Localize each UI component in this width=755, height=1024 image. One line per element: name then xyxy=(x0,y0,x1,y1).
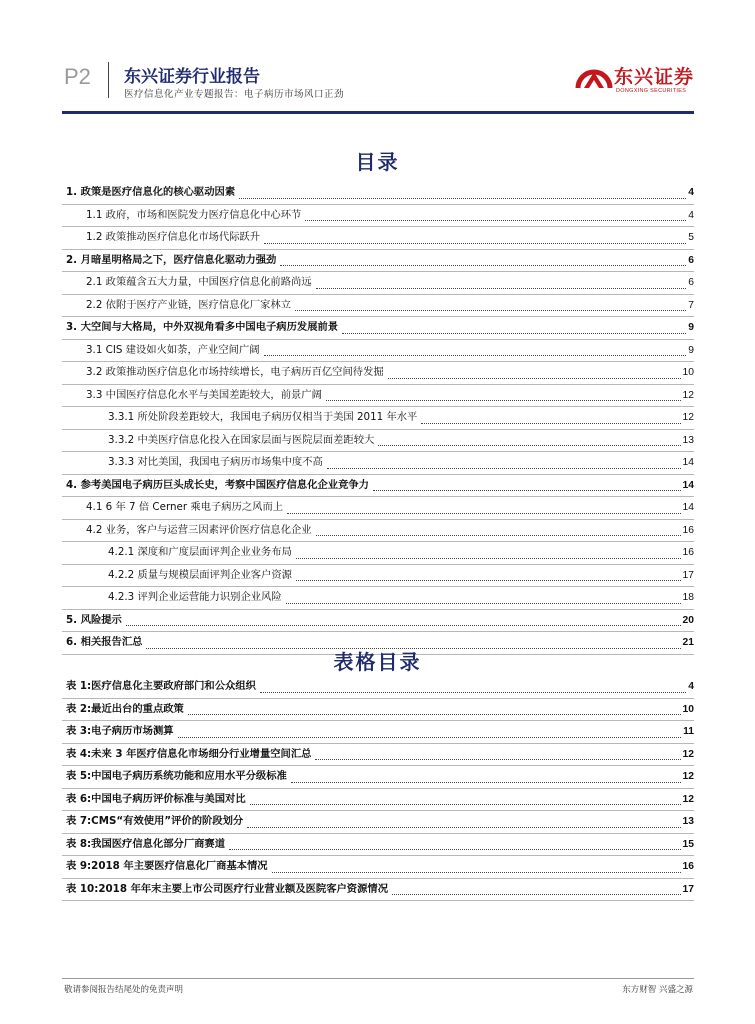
dot-leader xyxy=(286,603,681,604)
toc-entry-title: 4. 参考美国电子病历巨头成长史，考察中国医疗信息化企业竞争力 xyxy=(66,475,371,497)
toc-entry-title: 4.2.1 深度和广度层面评判企业业务布局 xyxy=(108,542,294,564)
toc-entry-title: 6. 相关报告汇总 xyxy=(66,632,144,654)
list-of-tables xyxy=(62,676,694,901)
toc-entry-page: 21 xyxy=(683,632,694,654)
toc-entry-page: 4 xyxy=(688,182,694,204)
table-entry-page: 12 xyxy=(683,744,694,766)
toc-entry[interactable] xyxy=(62,565,694,588)
toc-entry[interactable] xyxy=(62,182,694,205)
table-entry-title: 表 10:2018 年年末主要上市公司医疗行业营业额及医院客户资源情况 xyxy=(66,879,390,901)
dot-leader xyxy=(373,490,681,491)
toc-entry-title: 1.1 政府，市场和医院发力医疗信息化中心环节 xyxy=(86,205,303,227)
toc-entry[interactable] xyxy=(62,250,694,273)
toc-entry[interactable] xyxy=(62,407,694,430)
toc-entry-page: 5 xyxy=(688,227,694,249)
toc-entry[interactable] xyxy=(62,362,694,385)
dot-leader xyxy=(250,804,681,805)
table-list-entry[interactable] xyxy=(62,766,694,789)
table-entry-page: 13 xyxy=(683,811,694,833)
toc-entry-page: 12 xyxy=(683,385,694,407)
report-subtitle: 医疗信息化产业专题报告：电子病历市场风口正劲 xyxy=(124,89,345,100)
table-entry-page: 11 xyxy=(683,721,694,743)
header-separator xyxy=(108,62,109,98)
toc-entry-page: 14 xyxy=(683,497,694,519)
toc-entry-page: 14 xyxy=(683,452,694,474)
dot-leader xyxy=(378,445,681,446)
dot-leader xyxy=(388,378,681,379)
toc-entry-title: 4.2 业务，客户与运营三因素评价医疗信息化企业 xyxy=(86,520,314,542)
toc-entry[interactable] xyxy=(62,227,694,250)
toc-entry-page: 13 xyxy=(683,430,694,452)
toc-entry-page: 18 xyxy=(683,587,694,609)
table-entry-page: 17 xyxy=(683,879,694,901)
toc-entry[interactable] xyxy=(62,205,694,228)
toc-entry-page: 20 xyxy=(683,610,694,632)
toc-entry-page: 17 xyxy=(683,565,694,587)
toc-entry-title: 5. 风险提示 xyxy=(66,610,124,632)
toc-entry-title: 4.2.2 质量与规模层面评判企业客户资源 xyxy=(108,565,294,587)
logo-english-text: DONGXING SECURITIES xyxy=(616,88,687,94)
table-entry-title: 表 1:医疗信息化主要政府部门和公众组织 xyxy=(66,676,258,698)
toc-entry[interactable] xyxy=(62,317,694,340)
dot-leader xyxy=(188,714,681,715)
dot-leader xyxy=(239,198,686,199)
toc-entry[interactable] xyxy=(62,272,694,295)
table-entry-page: 12 xyxy=(683,789,694,811)
dot-leader xyxy=(287,513,681,514)
tables-heading: 表格目录 xyxy=(333,650,422,674)
toc-entry-title: 3.2 政策推动医疗信息化市场持续增长，电子病历百亿空间待发掘 xyxy=(86,362,386,384)
dot-leader xyxy=(315,759,681,760)
page-number: P2 xyxy=(64,64,91,89)
toc-entry-page: 7 xyxy=(688,295,694,317)
dot-leader xyxy=(291,782,681,783)
toc-entry[interactable] xyxy=(62,542,694,565)
table-entry-title: 表 3:电子病历市场测算 xyxy=(66,721,176,743)
dot-leader xyxy=(264,243,686,244)
dot-leader xyxy=(272,872,681,873)
table-entry-title: 表 7:CMS“有效使用”评价的阶段划分 xyxy=(66,811,245,833)
toc-entry-page: 14 xyxy=(683,475,694,497)
toc-heading: 目录 xyxy=(355,150,400,174)
dot-leader xyxy=(316,288,686,289)
table-of-contents xyxy=(62,182,694,655)
toc-entry[interactable] xyxy=(62,587,694,610)
footer-slogan: 东方财智 兴盛之源 xyxy=(622,985,693,995)
toc-entry-page: 9 xyxy=(688,340,694,362)
logo-text: 东兴证券 xyxy=(614,66,695,88)
table-entry-title: 表 8:我国医疗信息化部分厂商赛道 xyxy=(66,834,227,856)
footer-disclaimer: 敬请参阅报告结尾处的免责声明 xyxy=(64,985,184,995)
table-list-entry[interactable] xyxy=(62,744,694,767)
logo-mark-icon xyxy=(572,58,616,98)
dot-leader xyxy=(295,310,686,311)
company-logo xyxy=(572,58,702,104)
table-entry-page: 4 xyxy=(688,676,694,698)
dot-leader xyxy=(264,355,686,356)
dot-leader xyxy=(296,580,681,581)
toc-entry[interactable] xyxy=(62,295,694,318)
dot-leader xyxy=(247,827,681,828)
toc-entry-page: 4 xyxy=(688,205,694,227)
toc-entry[interactable] xyxy=(62,340,694,363)
toc-entry-title: 1.2 政策推动医疗信息化市场代际跃升 xyxy=(86,227,262,249)
dot-leader xyxy=(421,423,681,424)
toc-entry-title: 2.2 依附于医疗产业链，医疗信息化厂家林立 xyxy=(86,295,293,317)
table-entry-title: 表 9:2018 年主要医疗信息化厂商基本情况 xyxy=(66,856,270,878)
page-header xyxy=(0,0,755,118)
dot-leader xyxy=(326,400,681,401)
table-list-entry[interactable] xyxy=(62,721,694,744)
toc-entry-page: 6 xyxy=(688,250,694,272)
dot-leader xyxy=(305,220,686,221)
dot-leader xyxy=(260,692,686,693)
toc-entry-page: 6 xyxy=(688,272,694,294)
toc-entry-title: 3.3.2 中美医疗信息化投入在国家层面与医院层面差距较大 xyxy=(108,430,376,452)
table-entry-title: 表 2:最近出台的重点政策 xyxy=(66,699,186,721)
toc-entry-title: 3.1 CIS 建设如火如荼，产业空间广阔 xyxy=(86,340,262,362)
table-entry-title: 表 4:未来 3 年医疗信息化市场细分行业增量空间汇总 xyxy=(66,744,313,766)
table-entry-page: 12 xyxy=(683,766,694,788)
dot-leader xyxy=(327,468,681,469)
toc-entry-page: 9 xyxy=(688,317,694,339)
toc-entry-title: 3.3 中国医疗信息化水平与美国差距较大，前景广阔 xyxy=(86,385,324,407)
table-entry-page: 15 xyxy=(683,834,694,856)
table-list-entry[interactable] xyxy=(62,811,694,834)
toc-entry-page: 16 xyxy=(683,520,694,542)
dot-leader xyxy=(178,737,681,738)
toc-entry[interactable] xyxy=(62,430,694,453)
table-entry-title: 表 6:中国电子病历评价标准与美国对比 xyxy=(66,789,248,811)
table-list-entry[interactable] xyxy=(62,834,694,857)
toc-entry-page: 12 xyxy=(683,407,694,429)
toc-entry-title: 4.2.3 评判企业运营能力识别企业风险 xyxy=(108,587,284,609)
toc-entry-title: 3.3.3 对比美国，我国电子病历市场集中度不高 xyxy=(108,452,325,474)
table-list-entry[interactable] xyxy=(62,789,694,812)
header-rule xyxy=(62,111,694,114)
toc-entry[interactable] xyxy=(62,385,694,408)
table-list-entry[interactable] xyxy=(62,699,694,722)
dot-leader xyxy=(342,333,686,334)
dot-leader xyxy=(126,625,681,626)
table-entry-page: 10 xyxy=(683,699,694,721)
toc-entry-page: 10 xyxy=(683,362,694,384)
toc-entry[interactable] xyxy=(62,520,694,543)
dot-leader xyxy=(316,535,681,536)
dot-leader xyxy=(280,265,686,266)
dot-leader xyxy=(392,894,681,895)
footer-rule xyxy=(62,978,694,979)
toc-entry-title: 3.3.1 所处阶段差距较大，我国电子病历仅相当于美国 2011 年水平 xyxy=(108,407,419,429)
table-list-entry[interactable] xyxy=(62,676,694,699)
toc-entry-page: 16 xyxy=(683,542,694,564)
toc-entry[interactable] xyxy=(62,475,694,498)
table-list-entry[interactable] xyxy=(62,879,694,902)
table-entry-page: 16 xyxy=(683,856,694,878)
toc-entry[interactable] xyxy=(62,497,694,520)
toc-entry-title: 2.1 政策蕴含五大力量，中国医疗信息化前路尚远 xyxy=(86,272,314,294)
toc-entry-title: 1. 政策是医疗信息化的核心驱动因素 xyxy=(66,182,237,204)
toc-entry[interactable] xyxy=(62,610,694,633)
toc-entry-title: 2. 月暗星明格局之下，医疗信息化驱动力强劲 xyxy=(66,250,278,272)
table-list-entry[interactable] xyxy=(62,856,694,879)
toc-entry[interactable] xyxy=(62,452,694,475)
dot-leader xyxy=(296,558,681,559)
dot-leader xyxy=(229,849,681,850)
table-entry-title: 表 5:中国电子病历系统功能和应用水平分级标准 xyxy=(66,766,289,788)
toc-entry-title: 3. 大空间与大格局，中外双视角看多中国电子病历发展前景 xyxy=(66,317,340,339)
report-series-title: 东兴证券行业报告 xyxy=(124,67,260,87)
toc-entry-title: 4.1 6 年 7 倍 Cerner 乘电子病历之风而上 xyxy=(86,497,285,519)
